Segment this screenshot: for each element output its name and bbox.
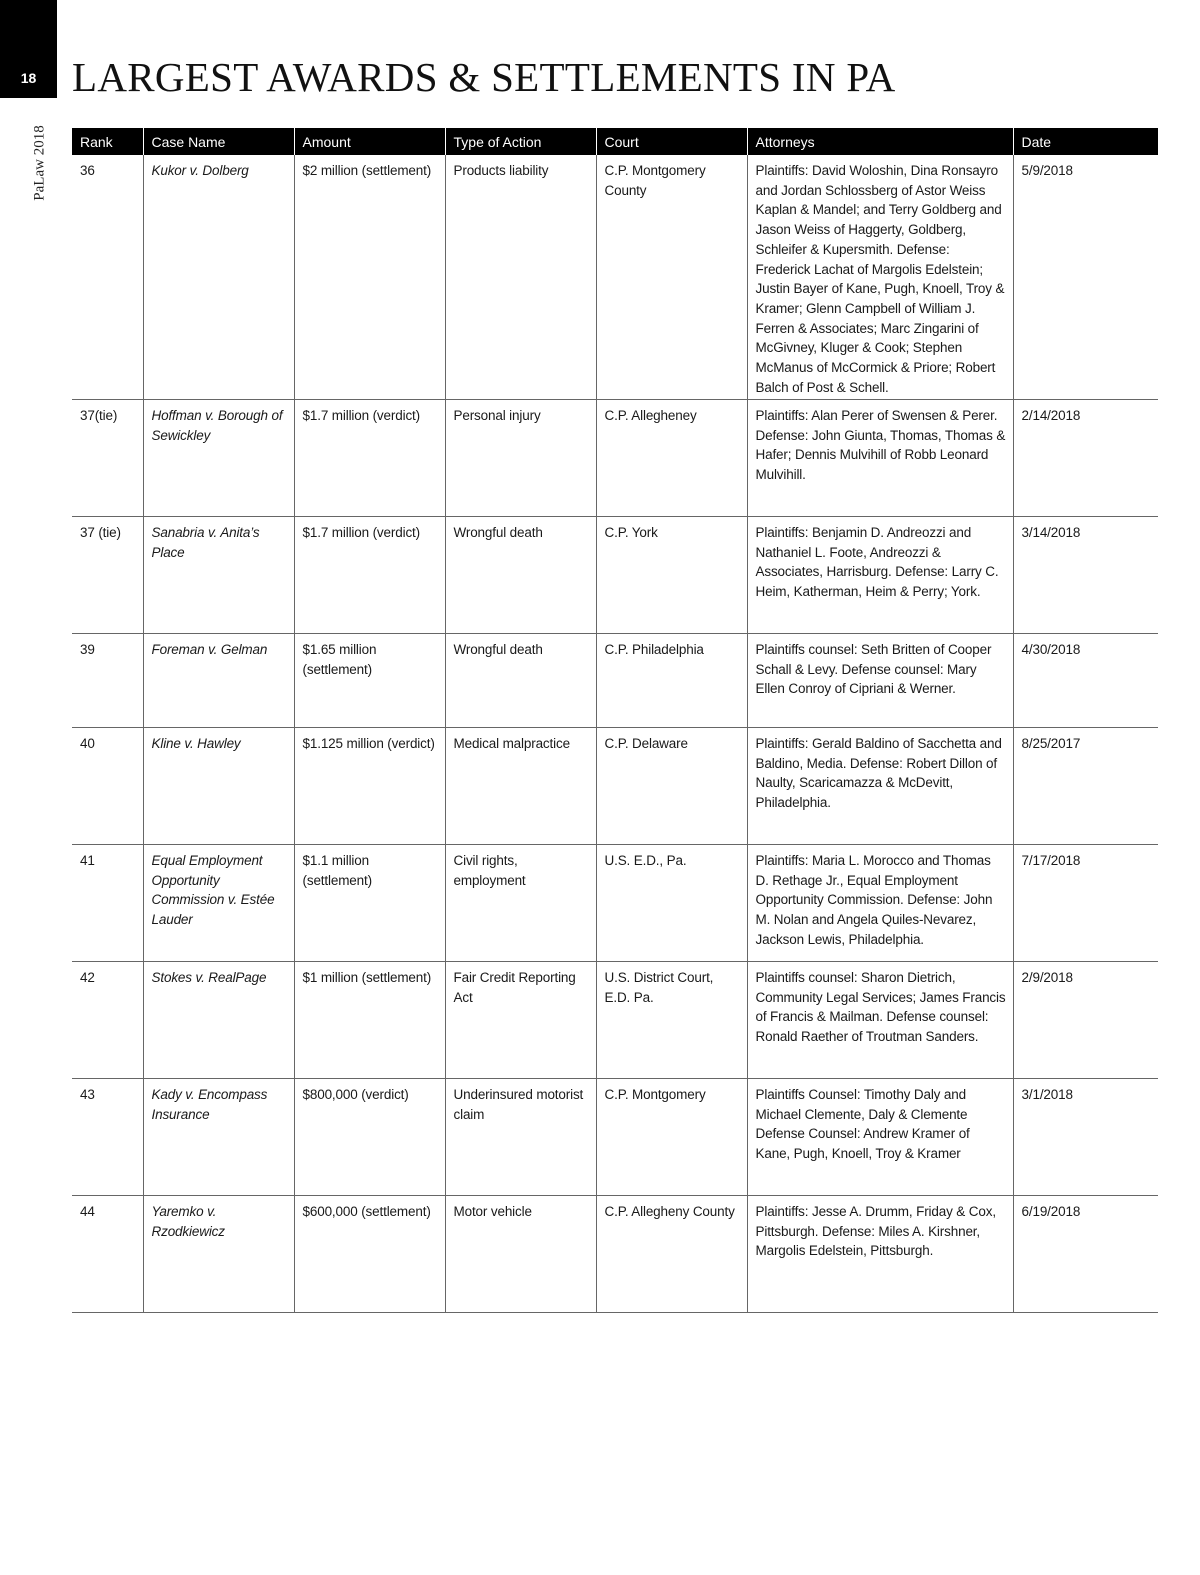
cell-case-name: Kady v. Encompass Insurance <box>143 1079 294 1196</box>
table-row <box>72 155 1158 400</box>
cell-rank: 42 <box>72 962 143 1079</box>
cell-amount: $1.125 million (verdict) <box>294 728 445 845</box>
cell-court: U.S. District Court, E.D. Pa. <box>596 962 747 1079</box>
cell-court: C.P. Allegheny County <box>596 1196 747 1313</box>
cell-case-name: Sanabria v. Anita’s Place <box>143 517 294 634</box>
cell-attorneys: Plaintiffs: David Woloshin, Dina Ronsayro and Jordan Schlossberg of Astor Weiss Kaplan & Mandel; and Terry Goldberg and Jason Weiss of Haggerty, Goldberg, Schleifer & Kupersmith. Defense: Frederick Lachat of Margolis Edelstein; Justin Bayer of Kane, Pugh, Knoell, Troy & Kramer; Glenn Campbell of William J. Ferren & Associates; Marc Zingarini of McGivney, Kluger & Cook; Stephen McManus of McCormick & Priore; Robert Balch of Post & Schell. <box>747 155 1013 400</box>
cell-court: C.P. York <box>596 517 747 634</box>
cell-date: 2/14/2018 <box>1013 400 1158 517</box>
awards-table <box>72 128 1158 1313</box>
cell-case-name: Stokes v. RealPage <box>143 962 294 1079</box>
cell-rank: 37(tie) <box>72 400 143 517</box>
cell-court: C.P. Montgomery <box>596 1079 747 1196</box>
cell-type-of-action: Fair Credit Reporting Act <box>445 962 596 1079</box>
cell-type-of-action: Wrongful death <box>445 517 596 634</box>
table-row <box>72 517 1158 634</box>
header-attorneys: Attorneys <box>747 128 1013 155</box>
cell-date: 4/30/2018 <box>1013 634 1158 728</box>
cell-amount: $1.65 million (settlement) <box>294 634 445 728</box>
side-running-head: PaLaw 2018 <box>31 125 48 201</box>
header-case-name: Case Name <box>143 128 294 155</box>
cell-rank: 43 <box>72 1079 143 1196</box>
cell-type-of-action: Underinsured motorist claim <box>445 1079 596 1196</box>
page-title: LARGEST AWARDS & SETTLEMENTS IN PA <box>72 54 896 100</box>
header-amount: Amount <box>294 128 445 155</box>
page-number: 18 <box>20 70 37 86</box>
table-row <box>72 962 1158 1079</box>
cell-date: 3/1/2018 <box>1013 1079 1158 1196</box>
cell-case-name: Foreman v. Gelman <box>143 634 294 728</box>
cell-attorneys: Plaintiffs: Alan Perer of Swensen & Perer. Defense: John Giunta, Thomas, Thomas & Hafer; Dennis Mulvihill of Robb Leonard Mulvihill. <box>747 400 1013 517</box>
cell-amount: $1.7 million (verdict) <box>294 517 445 634</box>
cell-date: 8/25/2017 <box>1013 728 1158 845</box>
cell-rank: 36 <box>72 155 143 400</box>
cell-type-of-action: Motor vehicle <box>445 1196 596 1313</box>
cell-rank: 40 <box>72 728 143 845</box>
table-row <box>72 400 1158 517</box>
table-row <box>72 634 1158 728</box>
cell-type-of-action: Civil rights, employment <box>445 845 596 962</box>
cell-case-name: Yaremko v. Rzodkiewicz <box>143 1196 294 1313</box>
cell-case-name: Equal Employment Opportunity Commission v. Estée Lauder <box>143 845 294 962</box>
cell-amount: $1 million (settlement) <box>294 962 445 1079</box>
cell-court: U.S. E.D., Pa. <box>596 845 747 962</box>
header-rank: Rank <box>72 128 143 155</box>
cell-court: C.P. Montgomery County <box>596 155 747 400</box>
cell-date: 2/9/2018 <box>1013 962 1158 1079</box>
cell-type-of-action: Medical malpractice <box>445 728 596 845</box>
cell-court: C.P. Allegheney <box>596 400 747 517</box>
cell-rank: 39 <box>72 634 143 728</box>
cell-attorneys: Plaintiffs: Maria L. Morocco and Thomas D. Rethage Jr., Equal Employment Opportunity Commission. Defense: John M. Nolan and Angela Quiles-Nevarez, Jackson Lewis, Philadelphia. <box>747 845 1013 962</box>
cell-case-name: Kline v. Hawley <box>143 728 294 845</box>
cell-date: 5/9/2018 <box>1013 155 1158 400</box>
table-row <box>72 845 1158 962</box>
cell-amount: $2 million (settlement) <box>294 155 445 400</box>
cell-attorneys: Plaintiffs: Jesse A. Drumm, Friday & Cox, Pittsburgh. Defense: Miles A. Kirshner, Margolis Edelstein, Pittsburgh. <box>747 1196 1013 1313</box>
cell-rank: 41 <box>72 845 143 962</box>
cell-case-name: Kukor v. Dolberg <box>143 155 294 400</box>
cell-attorneys: Plaintiffs: Gerald Baldino of Sacchetta and Baldino, Media. Defense: Robert Dillon of Naulty, Scaricamazza & McDevitt, Philadelphia. <box>747 728 1013 845</box>
cell-court: C.P. Delaware <box>596 728 747 845</box>
cell-amount: $600,000 (settlement) <box>294 1196 445 1313</box>
cell-amount: $1.1 million (settlement) <box>294 845 445 962</box>
cell-type-of-action: Products liability <box>445 155 596 400</box>
header-court: Court <box>596 128 747 155</box>
cell-attorneys: Plaintiffs counsel: Sharon Dietrich, Community Legal Services; James Francis of Francis & Mailman. Defense counsel: Ronald Raether of Troutman Sanders. <box>747 962 1013 1079</box>
table-row <box>72 1196 1158 1313</box>
cell-attorneys: Plaintiffs counsel: Seth Britten of Cooper Schall & Levy. Defense counsel: Mary Ellen Conroy of Cipriani & Werner. <box>747 634 1013 728</box>
table-header-row <box>72 128 1158 155</box>
cell-date: 7/17/2018 <box>1013 845 1158 962</box>
cell-date: 6/19/2018 <box>1013 1196 1158 1313</box>
cell-attorneys: Plaintiffs Counsel: Timothy Daly and Michael Clemente, Daly & Clemente Defense Counsel: Andrew Kramer of Kane, Pugh, Knoell, Troy & Kramer <box>747 1079 1013 1196</box>
cell-date: 3/14/2018 <box>1013 517 1158 634</box>
cell-amount: $800,000 (verdict) <box>294 1079 445 1196</box>
table-row <box>72 1079 1158 1196</box>
cell-rank: 44 <box>72 1196 143 1313</box>
table-row <box>72 728 1158 845</box>
header-date: Date <box>1013 128 1158 155</box>
cell-amount: $1.7 million (verdict) <box>294 400 445 517</box>
cell-type-of-action: Wrongful death <box>445 634 596 728</box>
cell-rank: 37 (tie) <box>72 517 143 634</box>
cell-type-of-action: Personal injury <box>445 400 596 517</box>
header-type-of-action: Type of Action <box>445 128 596 155</box>
cell-court: C.P. Philadelphia <box>596 634 747 728</box>
cell-case-name: Hoffman v. Borough of Sewickley <box>143 400 294 517</box>
cell-attorneys: Plaintiffs: Benjamin D. Andreozzi and Nathaniel L. Foote, Andreozzi & Associates, Harrisburg. Defense: Larry C. Heim, Katherman, Heim & Perry; York. <box>747 517 1013 634</box>
